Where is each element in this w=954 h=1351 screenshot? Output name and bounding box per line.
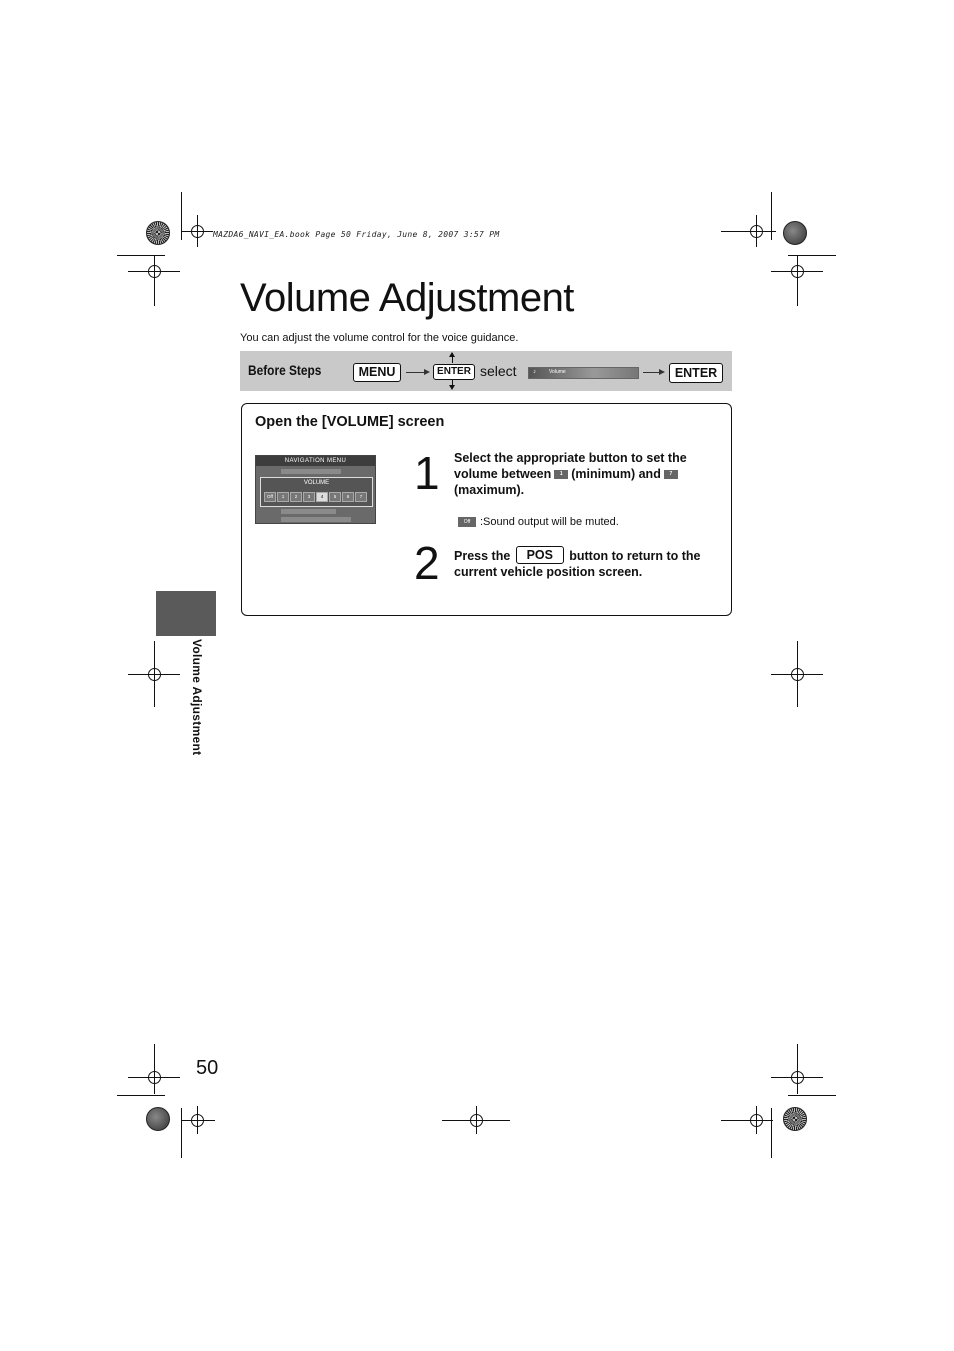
arrow-right-icon — [406, 372, 428, 373]
section-tab — [156, 591, 216, 636]
print-slug: MAZDA6_NAVI_EA.book Page 50 Friday, June 8, 2007 3:57 PM — [213, 230, 500, 239]
step-number-2: 2 — [414, 537, 440, 589]
volume-level-button-selected: 4 — [316, 492, 328, 502]
instruction-panel — [241, 403, 732, 616]
page-title: Volume Adjustment — [240, 276, 574, 320]
side-section-label: Volume Adjustment — [190, 639, 204, 756]
speaker-icon: ♪ — [533, 369, 536, 375]
off-chip: Off — [458, 517, 476, 527]
volume-level-button: 2 — [290, 492, 302, 502]
volume-level-button: 5 — [329, 492, 341, 502]
enter-final-key: ENTER — [669, 363, 723, 383]
step-1-text: Select the appropriate button to set the volume between 1 (minimum) and 7 (maximum). — [454, 451, 687, 497]
enter-key: ENTER — [433, 364, 475, 380]
color-rosette — [146, 221, 170, 245]
volume-dialog — [260, 477, 373, 507]
panel-title: Open the [VOLUME] screen — [255, 414, 445, 430]
screen-header: NAVIGATION MENU — [256, 456, 375, 466]
color-rosette — [783, 1107, 807, 1131]
arrow-right-icon — [643, 372, 663, 373]
before-steps-bar — [240, 351, 732, 391]
color-disc — [146, 1107, 170, 1131]
volume-level-button: 3 — [303, 492, 315, 502]
volume-screen-illustration — [255, 455, 376, 524]
page-number: 50 — [196, 1057, 219, 1079]
max-volume-chip: 7 — [664, 470, 678, 479]
step-2-text: Press the POS button to return to the current vehicle position screen. — [454, 548, 701, 579]
before-steps-label: Before Steps — [248, 362, 322, 378]
volume-dialog-label: VOLUME — [303, 480, 330, 486]
volume-menu-item — [528, 367, 639, 379]
volume-level-button: 1 — [277, 492, 289, 502]
min-volume-chip: 1 — [554, 470, 568, 479]
mute-note: Off :Sound output will be muted. — [458, 516, 619, 528]
menu-key: MENU — [353, 363, 401, 382]
volume-off-button: Off — [264, 492, 276, 502]
intro-text: You can adjust the volume control for the voice guidance. — [240, 332, 519, 344]
pos-key: POS — [516, 546, 564, 564]
select-word: select — [480, 363, 517, 379]
step-number-1: 1 — [414, 447, 440, 499]
volume-level-button: 6 — [342, 492, 354, 502]
color-disc — [783, 221, 807, 245]
volume-item-label: Volume — [549, 369, 566, 375]
volume-level-button: 7 — [355, 492, 367, 502]
